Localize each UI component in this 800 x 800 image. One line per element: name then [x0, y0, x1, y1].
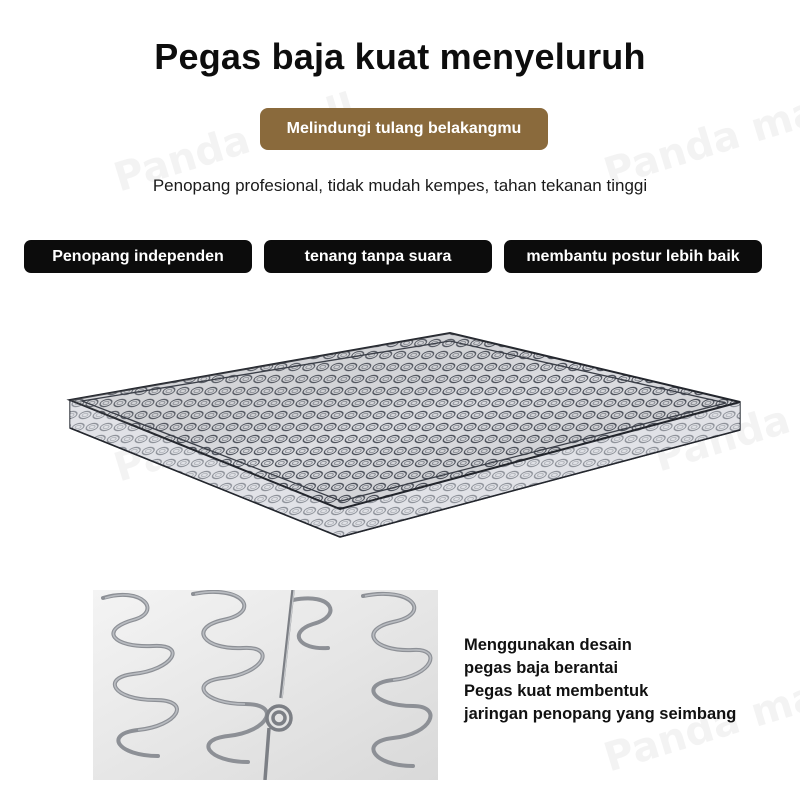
- coil-closeup-image: [93, 590, 438, 780]
- feature-pill-independent: Penopang independen: [24, 240, 252, 273]
- spring-mesh-image: [60, 325, 750, 560]
- feature-pill-silent: tenang tanpa suara: [264, 240, 492, 273]
- subtitle: Penopang profesional, tidak mudah kempes, tahan tekanan tinggi: [152, 176, 648, 195]
- description-line: pegas baja berantai: [464, 659, 619, 677]
- page-title: Pegas baja kuat menyeluruh: [154, 36, 646, 77]
- feature-pill-posture: membantu postur lebih baik: [504, 240, 762, 273]
- highlight-badge: Melindungi tulang belakangmu: [260, 108, 548, 150]
- description-line: Menggunakan desain: [464, 636, 632, 654]
- description-text: [464, 634, 736, 726]
- description-line: Pegas kuat membentuk: [464, 682, 649, 700]
- description-line: jaringan penopang yang seimbang: [464, 705, 737, 723]
